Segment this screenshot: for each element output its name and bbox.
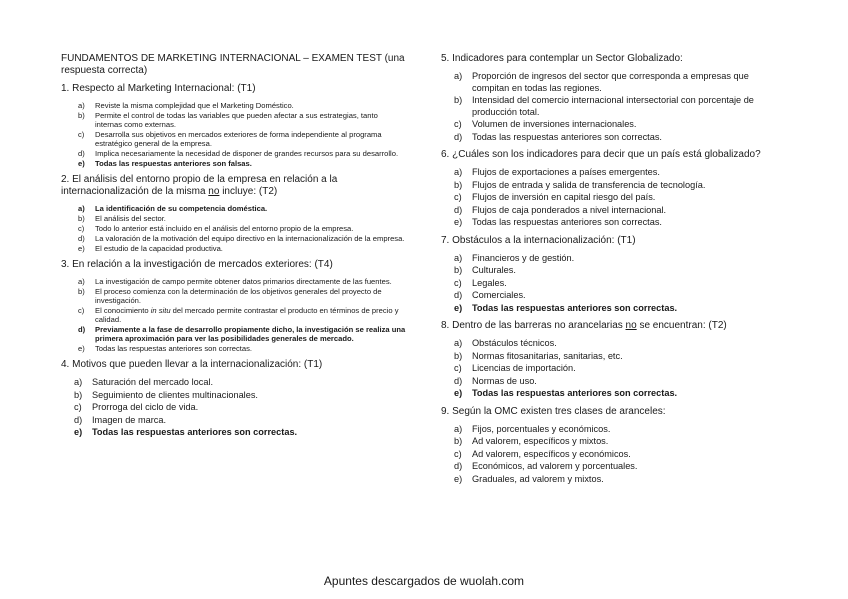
q8-option-b: b) Normas fitosanitarias, sanitarias, etc.	[454, 350, 623, 361]
question-4-options	[61, 377, 406, 439]
q1-option-d: d) Implica necesariamente la necesidad de disponer de grandes recursos para su desarrollo.	[78, 149, 399, 158]
q9-option-b: b) Ad valorem, específicos y mixtos.	[454, 436, 609, 446]
q9-option-d: d) Económicos, ad valorem y porcentuales.	[454, 461, 638, 471]
q3-option-d: d) Previamente a la fase de desarrollo propiamente dicho, la investigación se realiza una primera aproximación para ver las posibilidades generales de mercado.	[78, 325, 406, 343]
q5-option-b: b) Intensidad del comercio internacional intersectorial con porcentaje de producción total.	[454, 95, 754, 117]
q4-option-e: e) Todas las respuestas anteriores son correctas.	[74, 427, 298, 437]
q2-option-d: d) La valoración de la motivación del equipo directivo en la internacionalización de la empresa.	[78, 234, 405, 243]
q6-option-e: e) Todas las respuestas anteriores son correctas.	[454, 217, 662, 227]
q6-option-d: d) Flujos de caja ponderados a nivel internacional.	[454, 204, 667, 215]
q2-option-a: a) La identificación de su competencia doméstica.	[78, 204, 268, 213]
q4-option-d: d) Imagen de marca.	[74, 414, 167, 425]
q1-option-b: b) Permite el control de todas las variables que pueden afectar a sus estrategias, tanto internas como externas.	[78, 111, 378, 129]
q8-option-c: c) Licencias de importación.	[454, 363, 576, 373]
q7-option-e: e) Todas las respuestas anteriores son correctas.	[454, 302, 678, 313]
question-8-options	[441, 338, 776, 400]
footer-watermark: Apuntes descargados de wuolah.com	[323, 574, 525, 588]
q7-option-c: c) Legales.	[454, 277, 507, 288]
q1-option-e: e) Todas las respuestas anteriores son falsas.	[78, 159, 252, 168]
question-6-options	[441, 167, 776, 229]
q1-option-c: c) Desarrolla sus objetivos en mercados exteriores de forma independiente al programa estratégico general de la empresa.	[78, 130, 382, 148]
question-1: 1. Respecto al Marketing Internacional: (T1)	[61, 83, 256, 94]
q6-option-b: b) Flujos de entrada y salida de transferencia de tecnología.	[454, 179, 706, 190]
q5-option-c: c) Volumen de inversiones internacionales.	[454, 119, 637, 129]
q9-option-e: e) Graduales, ad valorem y mixtos.	[454, 473, 604, 484]
question-5: 5. Indicadores para contemplar un Sector Globalizado:	[441, 53, 683, 64]
q9-option-a: a) Fijos, porcentuales y económicos.	[454, 423, 611, 434]
q2-option-e: e) El estudio de la capacidad productiva.	[78, 244, 223, 253]
question-1-options	[61, 101, 406, 168]
q3-option-a: a) La investigación de campo permite obtener datos primarios directamente de las fuentes.	[78, 277, 392, 286]
q5-option-d: d) Todas las respuestas anteriores son correctas.	[454, 131, 662, 142]
question-2: 2. El análisis del entorno propio de la empresa en relación a la internacionalización de la misma no incluye: (T2)	[61, 174, 338, 197]
left-column	[61, 53, 406, 445]
question-3-options	[61, 277, 406, 353]
q5-option-a: a) Proporción de ingresos del sector que corresponda a empresas que compitan en todas las regiones.	[454, 71, 749, 93]
q2-option-b: b) El análisis del sector.	[78, 214, 166, 223]
q7-option-d: d) Comerciales.	[454, 290, 526, 300]
q8-option-a: a) Obstáculos técnicos.	[454, 338, 557, 348]
q3-option-c: c) El conocimiento in situ del mercado permite contrastar el producto en términos de precio y calidad.	[78, 306, 399, 324]
question-4: 4. Motivos que pueden llevar a la internacionalización: (T1)	[61, 359, 323, 370]
question-8: 8. Dentro de las barreras no arancelarias no se encuentran: (T2)	[441, 320, 727, 331]
q2-option-c: c) Todo lo anterior está incluido en el análisis del entorno propio de la empresa.	[78, 224, 354, 233]
q3-option-b: b) El proceso comienza con la determinación de los objetivos generales del proyecto de investigación.	[78, 287, 382, 305]
q7-option-a: a) Financieros y de gestión.	[454, 252, 575, 263]
question-3: 3. En relación a la investigación de mercados exteriores: (T4)	[61, 259, 333, 270]
right-column	[441, 53, 776, 491]
q3-option-e: e) Todas las respuestas anteriores son correctas.	[78, 344, 253, 353]
q8-option-d: d) Normas de uso.	[454, 375, 537, 386]
question-9-options	[441, 424, 776, 486]
question-9: 9. Según la OMC existen tres clases de aranceles:	[441, 405, 666, 417]
q6-option-a: a) Flujos de exportaciones a países emergentes.	[454, 167, 660, 177]
q6-option-c: c) Flujos de inversión en capital riesgo del país.	[454, 192, 656, 202]
q4-option-a: a) Saturación del mercado local.	[74, 377, 214, 387]
question-7-options	[441, 253, 776, 315]
q4-option-b: b) Seguimiento de clientes multinacionales.	[74, 389, 258, 400]
question-6: 6. ¿Cuáles son los indicadores para decir que un país está globalizado?	[441, 149, 761, 160]
q9-option-c: c) Ad valorem, específicos y económicos.	[454, 448, 631, 459]
q1-option-a: a) Reviste la misma complejidad que el Marketing Doméstico.	[78, 101, 294, 110]
q4-option-c: c) Prorroga del ciclo de vida.	[74, 402, 199, 412]
question-5-options	[441, 71, 776, 143]
q8-option-e: e) Todas las respuestas anteriores son correctas.	[454, 388, 678, 398]
q7-option-b: b) Culturales.	[454, 265, 516, 275]
exam-title: FUNDAMENTOS DE MARKETING INTERNACIONAL – EXAMEN TEST (una respuesta correcta)	[61, 53, 405, 76]
question-2-options	[61, 204, 406, 253]
question-7: 7. Obstáculos a la internacionalización: (T1)	[441, 234, 636, 246]
